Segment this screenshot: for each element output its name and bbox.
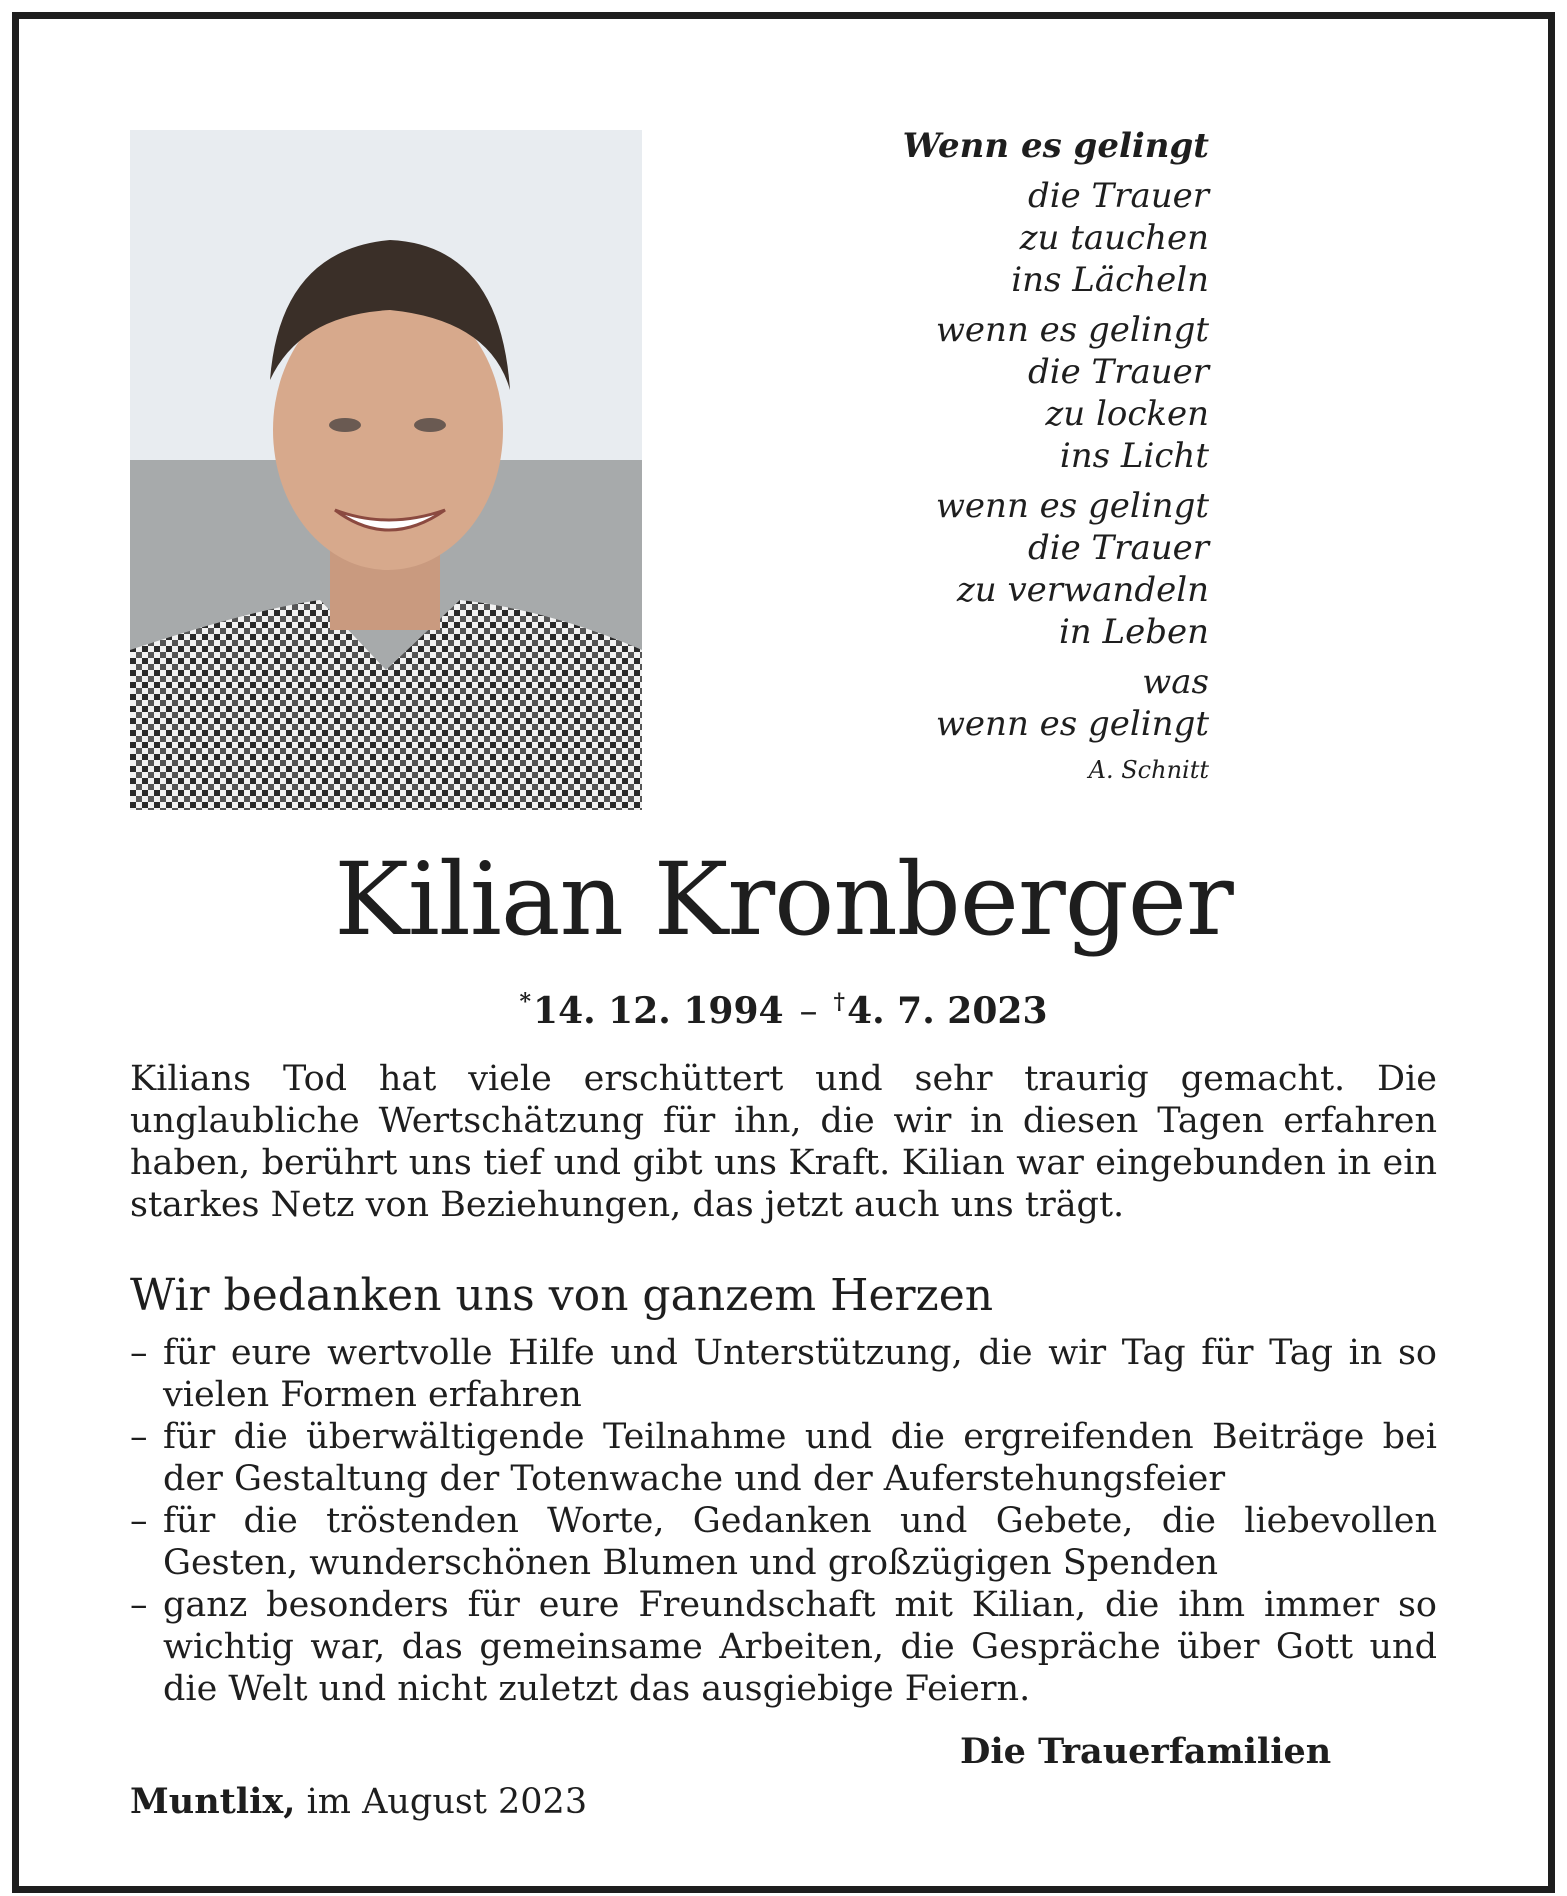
poem-line: ins Licht — [1059, 436, 1209, 476]
poem-line: was — [1142, 662, 1209, 702]
date-text: im August 2023 — [306, 1782, 588, 1822]
poem-stanza — [820, 175, 1209, 301]
birth-symbol: * — [519, 989, 532, 1015]
poem — [820, 125, 1209, 787]
place-date-line — [130, 1780, 730, 1824]
poem-line: die Trauer — [1027, 528, 1209, 568]
poem-line: die Trauer — [1027, 352, 1209, 392]
list-item-text: für die tröstenden Worte, Gedanken und Gebete, die liebevollen Gesten, wunderschönen Blumen und großzügigen Spenden — [163, 1501, 1437, 1583]
bullet-dash: – — [130, 1501, 148, 1541]
list-item-text: ganz besonders für eure Freundschaft mit Kilian, die ihm immer so wichtig war, das gemeinsame Arbeiten, die Gespräche über Gott und die Welt und nicht zuletzt das ausgiebige Feiern. — [163, 1585, 1437, 1709]
list-item-text: für eure wertvolle Hilfe und Unterstützung, die wir Tag für Tag in so vielen Formen erfahren — [163, 1333, 1437, 1415]
list-item-text: für die überwältigende Teilnahme und die ergreifenden Beiträge bei der Gestaltung der Totenwache und der Auferstehungsfeier — [163, 1417, 1437, 1499]
intro-paragraph: Kilians Tod hat viele erschüttert und sehr traurig gemacht. Die unglaubliche Wertschätzung für ihn, die wir in diesen Tagen erfahren haben, berührt uns tief und gibt uns Kraft. Kilian war eingebunden in ein starkes Netz von Beziehungen, das jetzt auch uns trägt. — [130, 1059, 1437, 1225]
list-item — [130, 1416, 1437, 1500]
life-dates — [0, 980, 1567, 1034]
poem-line: in Leben — [1058, 612, 1209, 652]
birth-date: 14. 12. 1994 — [533, 990, 784, 1032]
poem-line: zu verwandeln — [956, 570, 1209, 610]
bullet-dash: – — [130, 1417, 148, 1457]
bullet-dash: – — [130, 1585, 148, 1625]
death-date: 4. 7. 2023 — [847, 990, 1048, 1032]
poem-line: zu tauchen — [1019, 218, 1209, 258]
poem-stanza — [820, 309, 1209, 477]
poem-line: wenn es gelingt — [935, 486, 1209, 526]
list-item — [130, 1332, 1437, 1416]
poem-line: zu locken — [1045, 394, 1209, 434]
place-name: Muntlix, — [130, 1781, 296, 1822]
list-item — [130, 1584, 1437, 1710]
poem-line: wenn es gelingt — [935, 310, 1209, 350]
bullet-dash: – — [130, 1333, 148, 1373]
poem-stanza — [820, 485, 1209, 653]
poem-stanza — [820, 661, 1209, 745]
poem-line: ins Lächeln — [1011, 260, 1209, 300]
poem-title: Wenn es gelingt — [902, 126, 1209, 166]
poem-line: die Trauer — [1027, 176, 1209, 216]
list-item — [130, 1500, 1437, 1584]
thanks-heading: Wir bedanken uns von ganzem Herzen — [130, 1270, 994, 1321]
death-symbol: † — [833, 989, 846, 1015]
thanks-list — [130, 1332, 1437, 1710]
poem-line: wenn es gelingt — [935, 704, 1209, 744]
deceased-name: Kilian Kronberger — [334, 841, 1233, 958]
date-separator: – — [799, 991, 818, 1032]
signature: Die Trauerfamilien — [960, 1731, 1332, 1772]
poem-author: A. Schnitt — [1088, 756, 1209, 784]
portrait-photo — [130, 130, 642, 810]
